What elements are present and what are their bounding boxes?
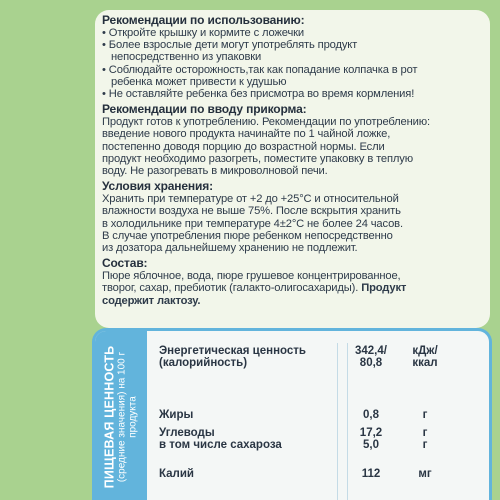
bullet-icon: • [102, 63, 106, 76]
usage-item-continuation: непосредственно из упаковки [111, 51, 262, 64]
carb-value: 17,2 [359, 427, 383, 439]
composition-heading: Состав: [102, 256, 148, 271]
potassium-unit: мг [418, 468, 432, 480]
intro-line: воду. Не разогревать в микроволновой печи. [102, 165, 328, 178]
nutrition-table [92, 328, 492, 500]
intro-line: продукт необходимо разогреть, поместите упаковку в теплую [102, 152, 413, 165]
column-divider [337, 343, 338, 500]
usage-item-continuation: ребенка может привести к удушью [111, 75, 287, 88]
energy-unit: кДж/ ккал [412, 345, 438, 369]
potassium-label: Калий [159, 468, 194, 480]
composition-line: творог, сахар, пребиотик (галакто-олигосахариды). Продукт [102, 282, 407, 295]
storage-line: влажности воздуха не выше 75%. После вскрытия хранить [102, 205, 401, 218]
usage-item: • Не оставляйте ребенка без присмотра во время кормления! [102, 88, 415, 101]
fat-label: Жиры [159, 409, 194, 421]
bullet-icon: • [102, 88, 106, 101]
intro-line: постепенно доводя порцию до возрастной нормы. Если [102, 140, 385, 153]
fat-unit: г [422, 409, 428, 421]
storage-line: В случае употребления пюре ребенком непосредственно [102, 229, 393, 242]
carb-label: Углеводы [159, 427, 215, 439]
carb-unit: г [422, 427, 428, 439]
nutrition-sidebar [95, 331, 147, 500]
lactose-warning: содержит лактозу. [102, 294, 201, 307]
bullet-icon: • [102, 39, 106, 52]
instructions-panel [95, 10, 490, 328]
nutrition-subtitle: (средние значения) на 100 г [116, 351, 128, 483]
storage-line: Хранить при температуре от +2 до +25°C и относительной [102, 193, 399, 206]
storage-line: из дозатора дальнейшему хранению не подлежит. [102, 242, 358, 255]
lactose-warning: Продукт [361, 282, 407, 295]
bullet-icon: • [102, 27, 106, 39]
sugar-unit: г [422, 439, 428, 451]
nutrition-title: ПИЩЕВАЯ ЦЕННОСТЬ [102, 345, 117, 489]
sugar-label: в том числе сахароза [159, 439, 282, 451]
storage-heading: Условия хранения: [102, 179, 213, 194]
potassium-value: 112 [361, 468, 381, 480]
intro-heading: Рекомендации по вводу прикорма: [102, 102, 307, 117]
usage-item: • Откройте крышку и кормите с ложечки [102, 27, 304, 39]
energy-value: 342,4/ 80,8 [355, 345, 387, 369]
storage-line: в холодильнике при температуре 4±2°C не более 24 часов. [102, 217, 403, 230]
intro-line: Продукт готов к употреблению. Рекомендации по употреблению: [102, 116, 430, 129]
sugar-value: 5,0 [363, 439, 379, 451]
nutrition-subtitle: продукта [127, 396, 139, 438]
usage-item: • Более взрослые дети могут употреблять продукт [102, 39, 358, 52]
energy-label: Энергетическая ценность (калорийность) [159, 345, 306, 369]
intro-line: введение нового продукта начинайте по 1 чайной ложке, [102, 128, 391, 141]
fat-value: 0,8 [363, 409, 379, 421]
usage-heading: Рекомендации по использованию: [102, 13, 305, 27]
composition-line: Пюре яблочное, вода, пюре грушевое концентрированное, [102, 270, 401, 283]
usage-item: • Соблюдайте осторожность,так как попадание колпачка в рот [102, 63, 418, 76]
